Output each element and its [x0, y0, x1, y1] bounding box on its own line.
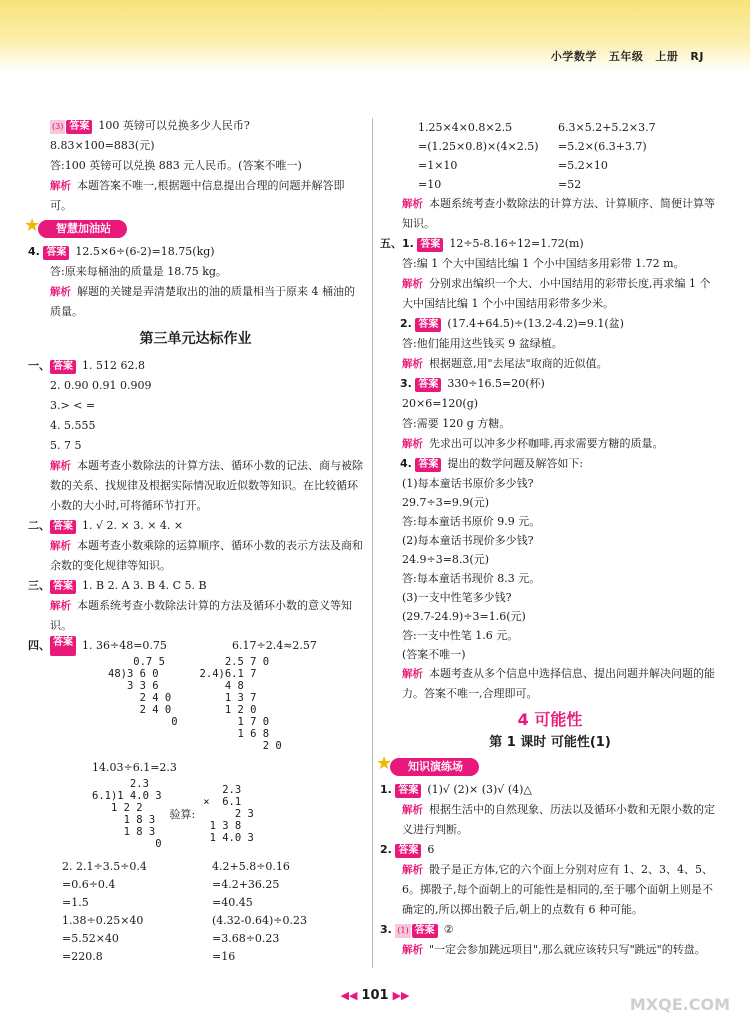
s5-4-line: 24.9÷3=8.3(元)	[402, 553, 490, 566]
s4-answer: 四、 答案 1. 36÷48=0.75 6.17÷2.4≈2.57	[28, 636, 363, 656]
long-division-row1	[108, 656, 363, 752]
s2-answer: 二、 答案 1. √ 2. × 3. × 4. ×	[28, 519, 184, 532]
s5-1-answer: 五、1. 答案 12÷5-8.16÷12=1.72(m)	[380, 237, 584, 250]
s1-answer: 一、 答案 1. 512 62.8	[28, 359, 145, 372]
calc-row: 2. 2.1÷3.5÷0.4 4.2+5.8÷0.16	[62, 860, 290, 873]
long-division-row2	[92, 778, 363, 850]
s4-2-calculations	[62, 858, 363, 966]
left-column	[24, 116, 363, 966]
k1-answer: 1. 答案 (1)√ (2)× (3)√ (4)△	[380, 783, 532, 796]
right-column	[376, 118, 720, 960]
calc-row: =(1.25×0.8)×(4×2.5) =5.2×(6.3+3.7)	[418, 140, 647, 153]
page-number: 101	[361, 988, 389, 1003]
s3-answer: 三、 答案 1. B 2. A 3. B 4. C 5. B	[28, 579, 207, 592]
calc-row: =1.5 =40.45	[62, 896, 253, 909]
calc-row: 1.25×4×0.8×2.5 6.3×5.2+5.2×3.7	[418, 121, 656, 134]
s4-eq3: 14.03÷6.1=2.3	[92, 761, 177, 774]
s5-2-answer: 2. 答案 (17.4+64.5)÷(13.2-4.2)=9.1(盆)	[400, 317, 624, 330]
s3-note: 解析 本题系统考查小数除法计算的方法及循环小数的意义等知识。	[50, 599, 352, 632]
k2-answer: 2. 答案 6	[380, 843, 435, 856]
calc-row: =0.6÷0.4 =4.2+36.25	[62, 878, 280, 891]
k2-note: 解析 骰子是正方体,它的六个面上分别对应有 1、2、3、4、5、6。掷骰子,每个面朝上的可能性是相同的,至于哪个面朝上则是不确定的,所以掷出骰子后,朝上的点数有 6 种可能。	[402, 863, 713, 916]
s5-3-line3: 答:需要 120 g 方糖。	[402, 417, 511, 430]
header-info	[539, 48, 704, 64]
s5-1-note: 解析 分别求出编织一个大、小中国结用的彩带长度,再求编 1 个大中国结比编 1 个小中国结用彩带多少米。	[402, 277, 711, 310]
top-note: 解析 本题系统考查小数除法的计算方法、计算顺序、简便计算等知识。	[402, 197, 715, 230]
q3-answer: (3) 答案 100 英镑可以兑换多少人民币?	[52, 119, 250, 132]
calc-row: =1×10 =5.2×10	[418, 159, 608, 172]
s5-4-line: (3)一支中性笔多少钱?	[402, 591, 512, 604]
q4-note: 解析 解题的关键是弄清楚取出的油的质量相当于原来 4 桶油的质量。	[50, 285, 355, 318]
prev-page-icon: ◀◀	[340, 989, 358, 1002]
calc-row: =220.8 =16	[62, 950, 236, 963]
check-multiplication: 2.3 × 6.1 2 3 1 3 8 1 4.0 3	[203, 784, 254, 844]
header-volume: 上册	[655, 50, 679, 63]
chapter-title: 4 可能性	[517, 710, 583, 729]
s1-a3: 3.> < =	[50, 399, 96, 412]
k3-answer: 3. (1) 答案 ②	[380, 923, 454, 936]
check-label: 验算:	[169, 808, 196, 821]
header-subject: 小学数学	[550, 50, 597, 63]
s1-a5: 5. 7 5	[50, 439, 82, 452]
q3-note: 解析 本题答案不唯一,根据题中信息提出合理的问题并解答即可。	[50, 179, 345, 212]
q3-line2: 答:100 英镑可以兑换 883 元人民币。(答案不唯一)	[50, 159, 302, 172]
simplify-calculations	[418, 118, 720, 194]
star-icon: ★	[376, 753, 393, 774]
s5-4-line: (2)每本童话书现价多少钱?	[402, 534, 534, 547]
k3-note: 解析 "一定会参加跳远项目",那么就应该转只写"跳远"的转盘。	[402, 943, 706, 956]
s5-4-line: 答:一支中性笔 1.6 元。	[402, 629, 519, 642]
long-division-1403-61: 2.3 6.1)1 4.0 3 1 2 2 1 8 3 1 8 3 0	[92, 778, 162, 850]
s5-4-line: (29.7-24.9)÷3=1.6(元)	[402, 610, 526, 623]
s5-4-line: (1)每本童话书原价多少钱?	[402, 477, 534, 490]
s5-4-line: 答:每本童话书原价 9.9 元。	[402, 515, 541, 528]
next-page-icon: ▶▶	[392, 989, 410, 1002]
long-division-36-48: 0.7 5 48)3 6 0 3 3 6 2 4 0 2 4 0 0	[108, 656, 178, 728]
s5-3-line2: 20×6=120(g)	[402, 397, 479, 410]
s5-3-note: 解析 先求出可以冲多少杯咖啡,再求需要方糖的质量。	[402, 437, 664, 450]
watermark: MXQE.COM	[629, 995, 730, 1014]
banner-zhihui: ★ 智慧加油站	[28, 216, 363, 242]
header-edition: RJ	[690, 50, 704, 63]
s1-a2: 2. 0.90 0.91 0.909	[50, 379, 152, 392]
calc-row: =10 =52	[418, 178, 582, 191]
s5-4-line: 答:每本童话书现价 8.3 元。	[402, 572, 541, 585]
s5-2-line2: 答:他们能用这些钱买 9 盆绿植。	[402, 337, 563, 350]
s5-4-line: 29.7÷3=9.9(元)	[402, 496, 490, 509]
k1-note: 解析 根据生活中的自然现象、历法以及循环小数和无限小数的定义进行判断。	[402, 803, 715, 836]
s1-a4: 4. 5.555	[50, 419, 96, 432]
calc-row: 1.38÷0.25×40 (4.32-0.64)÷0.23	[62, 914, 307, 927]
s5-1-line2: 答:编 1 个大中国结比编 1 个小中国结多用彩带 1.72 m。	[402, 257, 685, 270]
s5-3-answer: 3. 答案 330÷16.5=20(杯)	[400, 377, 545, 390]
q4-line2: 答:原来每桶油的质量是 18.75 kg。	[50, 265, 227, 278]
s2-note: 解析 本题考查小数乘除的运算顺序、循环小数的表示方法及商和余数的变化规律等知识。	[50, 539, 363, 572]
s5-4-line: (答案不唯一)	[402, 648, 466, 661]
banner-zhishi: ★ 知识演练场	[380, 754, 720, 780]
long-division-617-24: 2.5 7 0 2.4)6.1 7 4 8 1 3 7 1 2 0 1 7 0 1 6 8 2 0	[199, 656, 282, 752]
q3-line1: 8.83×100=883(元)	[50, 139, 155, 152]
s5-2-note: 解析 根据题意,用"去尾法"取商的近似值。	[402, 357, 608, 370]
calc-row: =5.52×40 =3.68÷0.23	[62, 932, 280, 945]
header-grade: 五年级	[608, 50, 644, 63]
star-icon: ★	[24, 215, 41, 236]
q4-answer: 4. 答案 12.5×6÷(6-2)=18.75(kg)	[28, 245, 215, 258]
s1-note: 解析 本题考查小数除法的计算方法、循环小数的记法、商与被除数的关系、找规律及根据实际情况取近似数等知识。在比较循环小数的大小时,可将循环节打开。	[50, 459, 363, 512]
section-title: 第三单元达标作业	[139, 331, 252, 347]
s5-4-note: 解析 本题考查从多个信息中选择信息、提出问题并解决问题的能力。答案不唯一,合理即可。	[402, 667, 715, 700]
s5-4-answer: 4. 答案 提出的数学问题及解答如下:	[400, 457, 584, 470]
lesson-title: 第 1 课时 可能性(1)	[489, 735, 611, 750]
column-divider	[372, 118, 373, 968]
